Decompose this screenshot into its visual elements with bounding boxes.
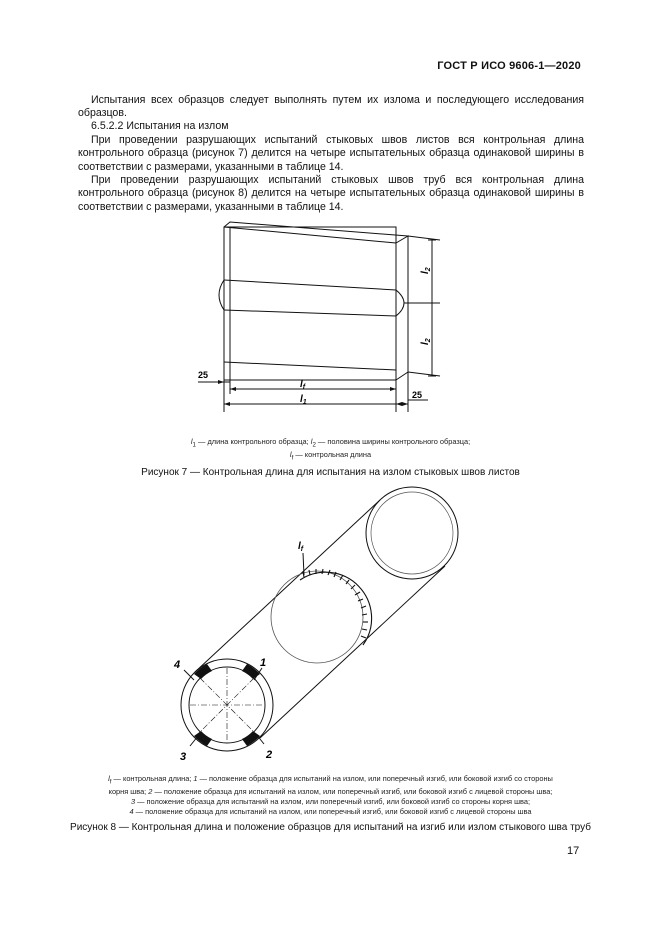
dim-right-25: 25 — [412, 390, 423, 400]
position-1-label: 1 — [260, 657, 267, 669]
figure-8-legend: $l_f$ — контрольная длина; 1 — положение образца для испытаний на излом, или поперечный изгиб, или боковой изгиб со стороны корня шва; 2 — положение образца для испытаний на излом, или поперечный изгиб, или боковой изгиб с лицевой стороны шва; 3 — положение образца для испытаний на излом, или поперечный изгиб, или боковой изгиб со стороны корня шва; 4 — положение образца для испытаний на излом, или поперечный изгиб, или боковой изгиб с лицевой стороны шва — [108, 774, 553, 817]
label-l2-lower: $l_2$ — [420, 338, 432, 345]
label-l1-fig7: $l_1$ — [300, 394, 307, 406]
page-number: 17 — [567, 845, 580, 857]
figure-7-drawing — [0, 218, 661, 418]
paragraph-3: При проведении разрушающих испытаний стыковых швов труб вся контрольная длина контрольного образца (рисунок 8) делится на четыре испытательных образца одинаковой ширины в соответствии с размерами, указанными в таблице 14. — [78, 174, 584, 213]
paragraph-2: При проведении разрушающих испытаний стыковых швов листов вся контрольная длина контрольного образца (рисунок 7) делится на четыре испытательных образца одинаковой ширины в соответствии с размерами, указанными в таблице 14. — [78, 134, 584, 173]
paragraph-1: Испытания всех образцов следует выполнять путем их излома и последующего исследования образцов. — [78, 94, 584, 120]
figure-7-caption: Рисунок 7 — Контрольная длина для испытания на излом стыковых швов листов — [141, 467, 520, 478]
figure-7-legend: $l_1$ — длина контрольного образца; $l_2$ — половина ширины контрольного образца; $l_f$ — контрольная длина — [190, 437, 471, 462]
document-header: ГОСТ Р ИСО 9606-1—2020 — [437, 60, 581, 72]
figure-8-caption: Рисунок 8 — Контрольная длина и положение образцов для испытаний на изгиб или излом стыкового шва труб — [70, 822, 591, 833]
label-l2-upper: $l_2$ — [420, 267, 432, 274]
label-lf-fig7: $l_f$ — [300, 379, 306, 391]
position-3-label: 3 — [180, 751, 187, 763]
section-heading: 6.5.2.2 Испытания на излом — [91, 120, 229, 132]
dim-left-25: 25 — [198, 370, 209, 380]
position-2-label: 2 — [266, 749, 273, 761]
position-4-label: 4 — [174, 659, 181, 671]
label-lf-fig8: $l_f$ — [298, 541, 304, 553]
figure-8-drawing — [0, 480, 661, 770]
